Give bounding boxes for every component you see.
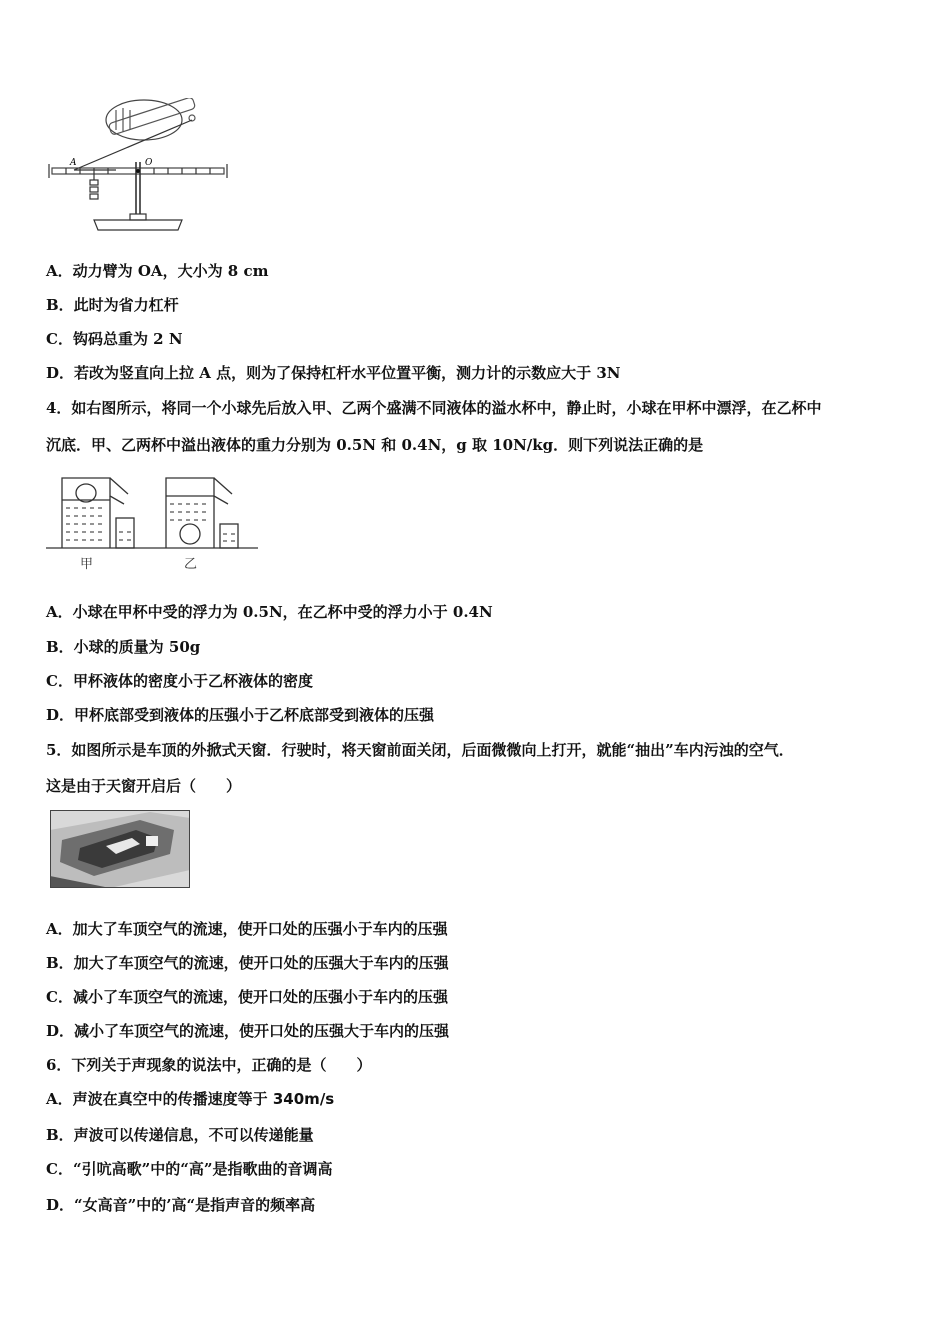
q4-option-b: B．小球的质量为 50g: [46, 638, 201, 656]
q6-option-c: C．“引吭高歌”中的“高”是指歌曲的音调高: [46, 1160, 333, 1178]
q5-option-b: B．加大了车顶空气的流速，使开口处的压强大于车内的压强: [46, 954, 449, 972]
sunroof-photo: [50, 810, 190, 888]
q5-option-d: D．减小了车顶空气的流速，使开口处的压强大于车内的压强: [46, 1022, 450, 1040]
q5-option-c: C．减小了车顶空气的流速，使开口处的压强小于车内的压强: [46, 988, 448, 1006]
q3-option-d: D．若改为竖直向上拉 A 点，则为了保持杠杆水平位置平衡，测力计的示数应大于 3N: [46, 364, 621, 382]
point-a-label: A: [70, 158, 77, 168]
q6-option-b: B．声波可以传递信息，不可以传递能量: [46, 1126, 314, 1144]
q4-stem-line2: 沉底．甲、乙两杯中溢出液体的重力分别为 0.5N 和 0.4N，g 取 10N/kg．则下列说法正确的是: [46, 436, 704, 454]
q6-option-a-text: A．声波在真空中的传播速度等于: [46, 1090, 273, 1108]
q4-option-c: C．甲杯液体的密度小于乙杯液体的密度: [46, 672, 313, 690]
lever-figure: [46, 98, 236, 238]
q6-option-d: D．“女高音”中的’高“是指声音的频率高: [46, 1196, 316, 1214]
q6-option-a: [46, 1089, 334, 1109]
q6-option-a-value: 340m/s: [272, 1090, 335, 1108]
q4-stem-line1: 4．如右图所示，将同一个小球先后放入甲、乙两个盛满不同液体的溢水杯中，静止时，小球在甲杯中漂浮，在乙杯中: [46, 399, 822, 417]
q6-stem: 6．下列关于声现象的说法中，正确的是（ ）: [46, 1056, 372, 1074]
q5-stem-line1: 5．如图所示是车顶的外掀式天窗．行驶时，将天窗前面关闭，后面微微向上打开，就能“抽出”车内污浊的空气．: [46, 741, 794, 759]
overflow-cups-figure: [46, 466, 262, 576]
q4-option-d: D．甲杯底部受到液体的压强小于乙杯底部受到液体的压强: [46, 706, 435, 724]
cup-yi-label: 乙: [184, 557, 198, 572]
q3-option-a: A．动力臂为 OA，大小为 8 cm: [46, 262, 269, 280]
q3-option-c: C．钩码总重为 2 N: [46, 330, 183, 348]
point-o-label: O: [145, 158, 153, 168]
q3-option-b: B．此时为省力杠杆: [46, 296, 179, 314]
q4-option-a: A．小球在甲杯中受的浮力为 0.5N，在乙杯中受的浮力小于 0.4N: [46, 603, 493, 621]
cup-jia-label: 甲: [80, 557, 94, 572]
q5-option-a: A．加大了车顶空气的流速，使开口处的压强小于车内的压强: [46, 920, 448, 938]
q5-stem-line2: 这是由于天窗开启后（ ）: [46, 777, 242, 795]
